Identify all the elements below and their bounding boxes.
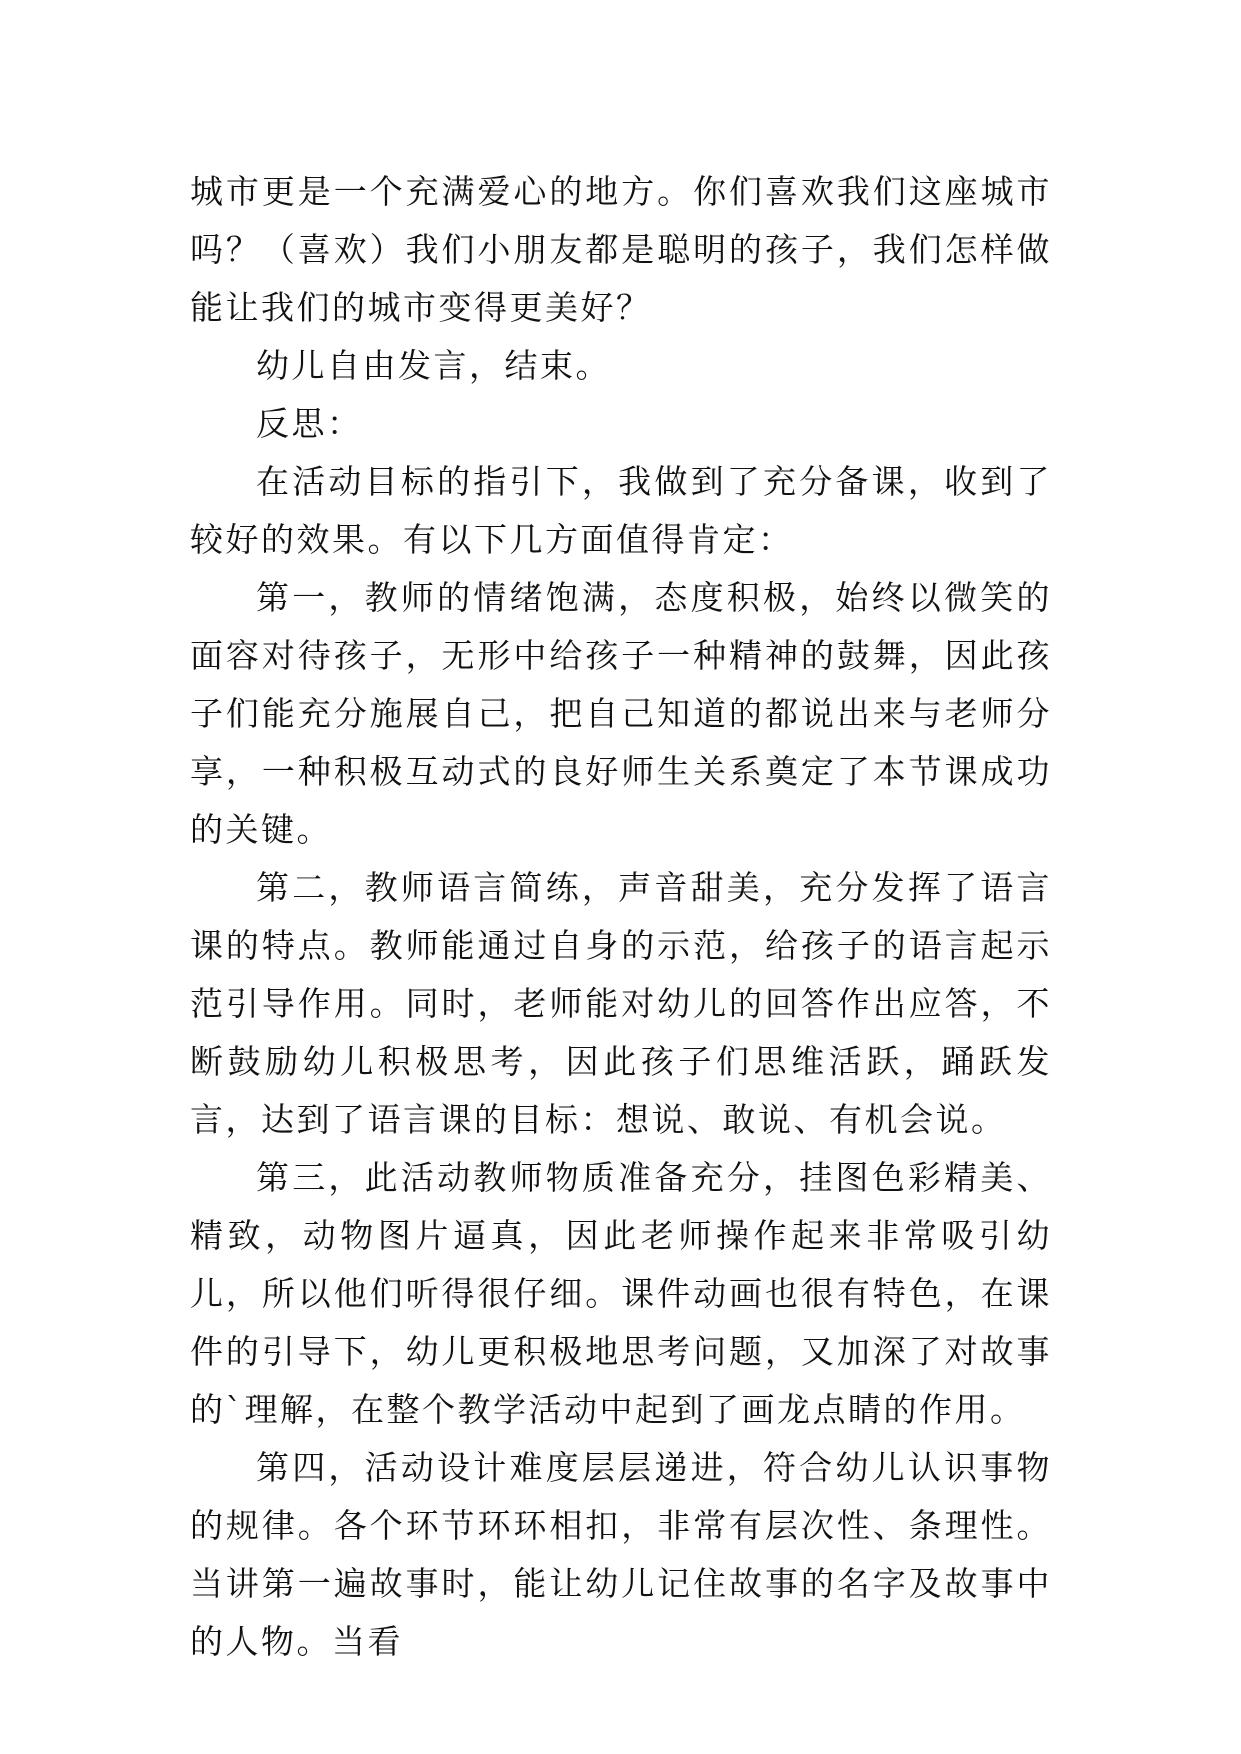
paragraph-reflection-heading: 反思： — [256, 404, 363, 443]
paragraph-first: 第一，教师的情绪饱满，态度积极，始终以微笑的面容对待孩子，无形中给孩子一种精神的鼓舞，因此孩子们能充分施展自己，把自己知道的都说出来与老师分享，一种积极互动式的良好师生关系奠定了本节课成功的关键。 — [190, 578, 1052, 849]
paragraph-third: 第三，此活动教师物质准备充分，挂图色彩精美、精致，动物图片逼真，因此老师操作起来非常吸引幼儿，所以他们听得很仔细。课件动画也很有特色，在课件的引导下，幼儿更积极地思考问题，又加深了对故事的`理解，在整个教学活动中起到了画龙点睛的作用。 — [190, 1158, 1052, 1429]
paragraph-second: 第二，教师语言简练，声音甜美，充分发挥了语言课的特点。教师能通过自身的示范，给孩子的语言起示范引导作用。同时，老师能对幼儿的回答作出应答，不断鼓励幼儿积极思考，因此孩子们思维活跃，踊跃发言，达到了语言课的目标：想说、敢说、有机会说。 — [190, 868, 1052, 1139]
paragraph-fourth: 第四，活动设计难度层层递进，符合幼儿认识事物的规律。各个环节环环相扣，非常有层次性、条理性。当讲第一遍故事时，能让幼儿记住故事的名字及故事中的人物。当看 — [190, 1448, 1052, 1661]
body-text — [190, 163, 1052, 1671]
paragraph-intro: 在活动目标的指引下，我做到了充分备课，收到了较好的效果。有以下几方面值得肯定： — [190, 462, 1052, 559]
paragraph-free-speech: 幼儿自由发言，结束。 — [256, 346, 611, 385]
paragraph-continuation: 城市更是一个充满爱心的地方。你们喜欢我们这座城市吗？（喜欢）我们小朋友都是聪明的孩子，我们怎样做能让我们的城市变得更美好？ — [190, 172, 1052, 327]
